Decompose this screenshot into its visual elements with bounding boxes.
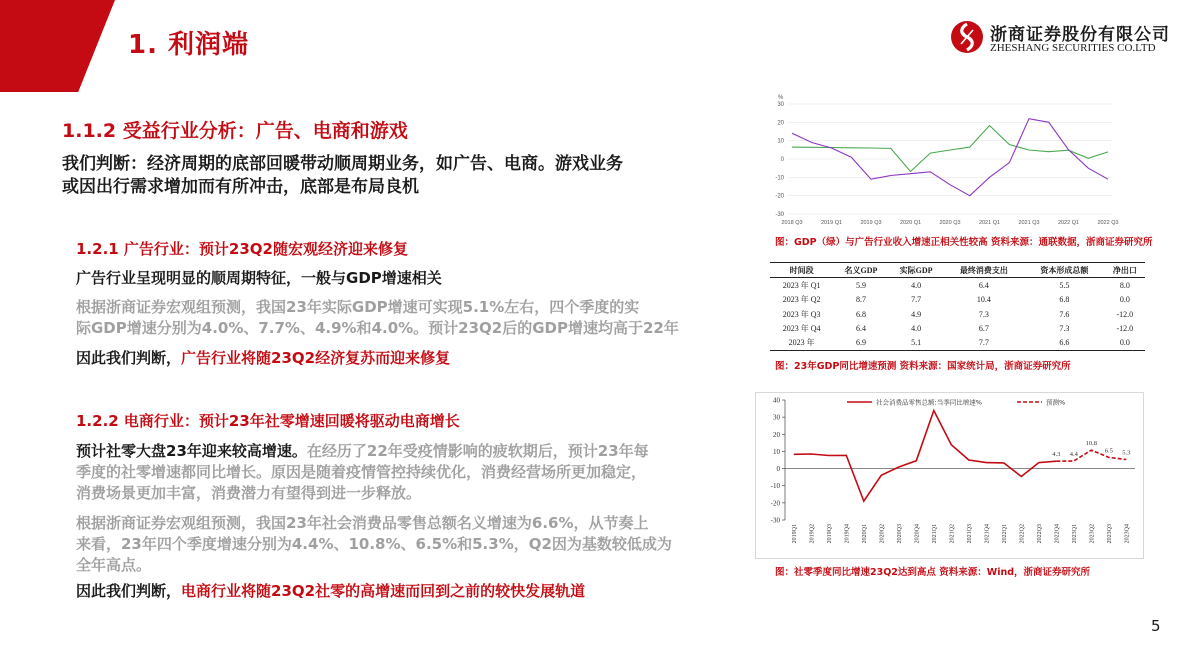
table-cell: 4.9 bbox=[911, 309, 922, 319]
table-cell: 5.1 bbox=[889, 335, 944, 350]
table-header: 实际GDP bbox=[889, 263, 944, 278]
table-cell: 7.3 bbox=[1059, 323, 1070, 333]
chart3-data-label: 4.3 bbox=[1052, 451, 1061, 459]
chart3-y-tick-label: -20 bbox=[770, 499, 780, 508]
chart3-x-tick-label: 2023Q2 bbox=[1089, 524, 1096, 544]
table-cell: 6.8 bbox=[855, 309, 866, 319]
table-cell: 5.5 bbox=[1059, 280, 1070, 290]
table-row bbox=[770, 278, 1145, 293]
ad-conclusion-prefix: 因此我们判断， bbox=[76, 349, 182, 367]
table-row bbox=[770, 307, 1145, 321]
chart3-y-tick-label: 0 bbox=[776, 465, 780, 474]
chart3-y-tick-label: 20 bbox=[773, 430, 780, 439]
table-header: 最终消费支出 bbox=[944, 263, 1025, 278]
chart3-x-tick-label: 2022Q3 bbox=[1036, 524, 1043, 544]
ecom-para-2-line-2: 来看，23年四个季度增速分别为4.4%、10.8%、6.5%和5.3%，Q2因为基数较低成为 bbox=[76, 535, 672, 553]
table-cell: 6.9 bbox=[833, 335, 888, 350]
chart3-x-tick-label: 2020Q2 bbox=[879, 524, 886, 544]
chart1-y-tick-label: -20 bbox=[775, 193, 784, 200]
table-cell: 6.6 bbox=[1024, 335, 1105, 350]
logo-mark-icon bbox=[950, 20, 984, 54]
ecom-para-1-line-2: 季度的社零增速都同比增长。原因是随着疫情管控持续优化，消费经营场所更加稳定， bbox=[76, 463, 647, 481]
ecom-heading: 1.2.2 电商行业：预计23年社零增速回暖将驱动电商增长 bbox=[76, 412, 460, 430]
chart1-x-tick-label: 2019 Q3 bbox=[860, 220, 882, 226]
chart3-y-tick-label: -30 bbox=[770, 516, 780, 525]
table-cell: 7.3 bbox=[978, 309, 989, 319]
table-cell: 6.4 bbox=[855, 323, 866, 333]
page-number: 5 bbox=[1151, 617, 1161, 635]
table-cell: 2023 年 Q2 bbox=[782, 295, 821, 305]
page-title: 1. 利润端 bbox=[128, 30, 250, 60]
chart1-x-tick-label: 2021 Q3 bbox=[1018, 220, 1040, 226]
chart3-y-tick-label: 30 bbox=[773, 413, 780, 422]
chart1-y-tick-label: 20 bbox=[777, 120, 784, 127]
ecom-para-1-rest: 在经历了22年受疫情影响的疲软期后，预计23年每 bbox=[306, 442, 649, 460]
lead-line-2: 或因出行需求增加而有所冲击，底部是布局良机 bbox=[62, 177, 419, 197]
chart1-y-tick-label: -10 bbox=[775, 175, 784, 182]
ad-para-2-line-1: 根据浙商证券宏观组预测，我国23年实际GDP增速可实现5.1%左右，四个季度的实 bbox=[76, 298, 640, 316]
ad-para-2-line-2: 际GDP增速分别为4.0%、7.7%、4.9%和4.0%。预计23Q2后的GDP增速均高于22年 bbox=[76, 319, 679, 337]
chart3-x-tick-label: 2019Q1 bbox=[791, 524, 798, 544]
chart3-x-tick-label: 2021Q3 bbox=[966, 524, 973, 544]
ecom-conclusion-highlight: 电商行业将随23Q2社零的高增速而回到之前的较快发展轨道 bbox=[181, 582, 586, 600]
retail-sales-line-chart bbox=[755, 392, 1145, 560]
chart1-x-tick-label: 2020 Q3 bbox=[939, 220, 961, 226]
section-heading: 1.1.2 受益行业分析：广告、电商和游戏 bbox=[62, 120, 408, 142]
table-row bbox=[770, 335, 1145, 350]
chart3-x-tick-label: 2023Q4 bbox=[1124, 524, 1131, 544]
chart3-x-tick-label: 2023Q1 bbox=[1071, 524, 1078, 544]
chart3-x-tick-label: 2020Q1 bbox=[861, 524, 868, 544]
company-name-cn: 浙商证券股份有限公司 bbox=[990, 25, 1170, 45]
chart1-y-tick-label: 10 bbox=[777, 138, 784, 145]
ecom-para-1-bold: 预计社零大盘23年迎来较高增速。 bbox=[76, 442, 307, 460]
chart3-series-line-0 bbox=[794, 411, 1057, 502]
table-row bbox=[770, 321, 1145, 335]
ecom-para-1-line-1 bbox=[76, 440, 649, 462]
chart3-data-label: 5.3 bbox=[1122, 449, 1131, 457]
chart3-y-tick-label: 40 bbox=[773, 396, 780, 405]
company-logo bbox=[950, 16, 1170, 66]
table-header-row bbox=[770, 263, 1145, 278]
chart1-x-tick-label: 2022 Q1 bbox=[1057, 220, 1080, 226]
chart3-caption: 图：社零季度同比增速23Q2达到高点 资料来源：Wind，浙商证券研究所 bbox=[775, 567, 1091, 578]
table-cell: 4.0 bbox=[911, 280, 922, 290]
table-cell: -12.0 bbox=[1116, 323, 1134, 333]
chart1-y-tick-label: 30 bbox=[777, 102, 784, 108]
chart1-x-tick-label: 2020 Q1 bbox=[899, 220, 922, 226]
table-cell: 2023 年 bbox=[770, 335, 833, 350]
chart3-x-tick-label: 2019Q2 bbox=[809, 524, 816, 544]
table-cell: 7.7 bbox=[911, 295, 922, 305]
table-cell: 8.0 bbox=[1119, 280, 1130, 290]
table-header: 名义GDP bbox=[833, 263, 888, 278]
table-cell: 2023 年 Q3 bbox=[782, 309, 821, 319]
company-name-en: ZHESHANG SECURITIES CO.LTD bbox=[990, 42, 1156, 54]
table-cell: 0.0 bbox=[1105, 335, 1145, 350]
chart3-legend-label: 预测% bbox=[1046, 398, 1066, 407]
table-cell: 6.8 bbox=[1059, 295, 1070, 305]
chart3-series-line-1 bbox=[1056, 450, 1126, 461]
chart3-y-tick-label: 10 bbox=[773, 447, 780, 456]
table-caption: 图：23年GDP同比增速预测 资料来源：国家统计局，浙商证券研究所 bbox=[775, 361, 1071, 372]
ecom-conclusion-prefix: 因此我们判断， bbox=[76, 582, 182, 600]
table-cell: 8.7 bbox=[855, 295, 866, 305]
table-header: 时间段 bbox=[770, 263, 833, 278]
table-cell: 2023 年 Q4 bbox=[782, 323, 821, 333]
chart3-x-tick-label: 2020Q4 bbox=[914, 524, 921, 544]
table-cell: 10.4 bbox=[976, 295, 991, 305]
chart3-x-tick-label: 2021Q1 bbox=[931, 524, 938, 544]
ad-para-1: 广告行业呈现明显的顺周期特征，一般与GDP增速相关 bbox=[76, 269, 442, 287]
chart1-series-line-1 bbox=[792, 119, 1108, 196]
chart3-y-tick-label: -10 bbox=[770, 482, 780, 491]
chart1-caption: 图：GDP（绿）与广告行业收入增速正相关性较高 资料来源：通联数据，浙商证券研究所 bbox=[775, 237, 1153, 248]
ecom-para-2-line-1: 根据浙商证券宏观组预测，我国23年社会消费品零售总额名义增速为6.6%，从节奏上 bbox=[76, 514, 649, 532]
gdp-ad-revenue-line-chart bbox=[760, 90, 1120, 230]
ecom-conclusion bbox=[76, 580, 585, 602]
chart3-x-tick-label: 2019Q3 bbox=[826, 524, 833, 544]
chart1-x-tick-label: 2018 Q3 bbox=[781, 220, 803, 226]
chart3-x-tick-label: 2019Q4 bbox=[844, 524, 851, 544]
table-cell: 6.4 bbox=[978, 280, 989, 290]
chart3-data-label: 6.5 bbox=[1104, 447, 1113, 455]
chart1-x-tick-label: 2021 Q1 bbox=[978, 220, 1001, 226]
table-cell: 2023 年 Q1 bbox=[782, 280, 821, 290]
chart1-y-tick-label: -30 bbox=[775, 212, 784, 218]
chart3-data-label: 10.8 bbox=[1085, 440, 1097, 448]
chart1-x-tick-label: 2022 Q3 bbox=[1097, 220, 1119, 226]
chart3-x-tick-label: 2022Q4 bbox=[1054, 524, 1061, 544]
table-cell: 7.6 bbox=[1059, 309, 1070, 319]
ad-conclusion bbox=[76, 347, 450, 369]
ad-conclusion-highlight: 广告行业将随23Q2经济复苏而迎来修复 bbox=[181, 349, 451, 367]
chart3-x-tick-label: 2021Q4 bbox=[984, 524, 991, 544]
chart1-y-tick-label: 0 bbox=[780, 157, 784, 163]
chart3-legend-label: 社会消费品零售总额:当季同比增速% bbox=[876, 398, 982, 407]
ad-heading: 1.2.1 广告行业：预计23Q2随宏观经济迎来修复 bbox=[76, 240, 408, 258]
table-header: 资本形成总额 bbox=[1024, 263, 1105, 278]
chart3-x-tick-label: 2023Q3 bbox=[1106, 524, 1113, 544]
chart3-data-label: 4.4 bbox=[1069, 451, 1078, 459]
ecom-para-1-line-3: 消费场景更加丰富，消费潜力有望得到进一步释放。 bbox=[76, 484, 422, 502]
corner-accent bbox=[0, 0, 115, 92]
table-cell: 7.7 bbox=[944, 335, 1025, 350]
gdp-forecast-table bbox=[770, 262, 1145, 351]
chart1-x-tick-label: 2019 Q1 bbox=[820, 220, 843, 226]
table-header: 净出口 bbox=[1105, 263, 1145, 278]
table-cell: -12.0 bbox=[1116, 309, 1134, 319]
ecom-para-2-line-3: 全年高点。 bbox=[76, 556, 152, 574]
table-row bbox=[770, 293, 1145, 307]
chart1-series-line-0 bbox=[792, 126, 1108, 172]
table-cell: 6.7 bbox=[978, 323, 989, 333]
chart3-x-tick-label: 2021Q2 bbox=[949, 524, 956, 544]
table-cell: 4.0 bbox=[911, 323, 922, 333]
table-cell: 5.9 bbox=[855, 280, 866, 290]
chart1-y-unit: % bbox=[778, 95, 784, 101]
table-cell: 0.0 bbox=[1119, 295, 1130, 305]
chart3-x-tick-label: 2022Q2 bbox=[1019, 524, 1026, 544]
chart3-x-tick-label: 2020Q3 bbox=[896, 524, 903, 544]
lead-line-1: 我们判断：经济周期的底部回暖带动顺周期业务，如广告、电商。游戏业务 bbox=[62, 154, 623, 174]
chart3-x-tick-label: 2022Q1 bbox=[1001, 524, 1008, 544]
